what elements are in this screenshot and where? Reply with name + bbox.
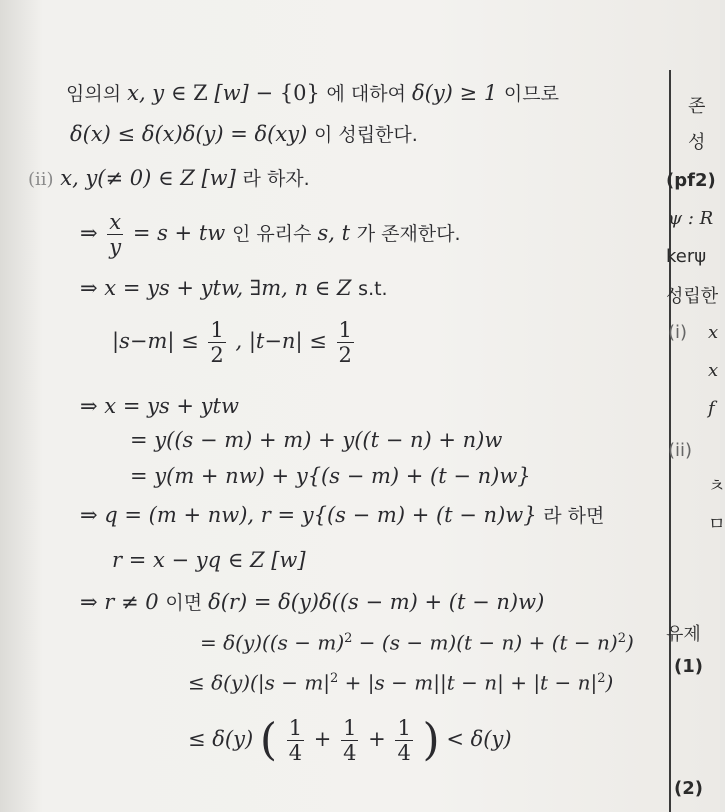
denominator: 2 bbox=[338, 343, 352, 368]
exponent: 2 bbox=[344, 631, 353, 646]
implies-arrow: ⇒ bbox=[80, 503, 98, 527]
text: 가 존재한다. bbox=[356, 223, 461, 246]
math: ≤ δ(y) bbox=[188, 727, 254, 752]
math: x bbox=[708, 360, 719, 381]
math: Z bbox=[193, 81, 215, 105]
proof-label: (pf2) bbox=[666, 170, 716, 191]
denominator: 4 bbox=[397, 741, 411, 766]
text: ㅁ bbox=[708, 514, 725, 535]
fraction bbox=[337, 318, 354, 367]
math: + |s − m||t − n| + |t − n| bbox=[338, 670, 598, 695]
line-10 bbox=[80, 505, 604, 526]
fraction bbox=[287, 716, 304, 765]
math: δ(y) ≥ 1 bbox=[411, 81, 498, 105]
math: ψ : R bbox=[668, 208, 714, 229]
math: x, y bbox=[127, 81, 165, 105]
line-6 bbox=[112, 318, 357, 367]
line-12 bbox=[80, 592, 544, 613]
math: = y(m + nw) + y{(s − m) + (t − n)w} bbox=[130, 464, 531, 488]
line-4 bbox=[80, 210, 461, 259]
text: 임의의 bbox=[66, 83, 128, 105]
line-7 bbox=[80, 396, 239, 417]
line-15: ≤ δ(y) ( $\frac{1}{4}$ + $\frac{1}{4}$ + $\frac{1}{4}$ ) < δ(y) bbox=[188, 714, 512, 766]
math: ∈ bbox=[170, 81, 187, 105]
math: |s−m| ≤ bbox=[112, 329, 199, 354]
line-13 bbox=[200, 632, 634, 653]
denominator: 4 bbox=[343, 741, 357, 766]
line-1 bbox=[66, 83, 559, 104]
math: r ≠ 0 bbox=[104, 590, 159, 614]
implies-arrow: ⇒ bbox=[80, 221, 98, 246]
text: 라 하자. bbox=[242, 168, 310, 190]
line-9 bbox=[130, 466, 531, 487]
math: ) bbox=[605, 670, 614, 695]
math: s, t bbox=[317, 221, 351, 246]
item-number: (2) bbox=[674, 778, 703, 799]
math: − {0} bbox=[255, 81, 320, 105]
text: 라 하면 bbox=[543, 505, 605, 527]
numerator: x bbox=[109, 210, 122, 234]
math: q = (m + nw), r = y{(s − m) + (t − n)w} bbox=[104, 503, 537, 527]
text: s.t. bbox=[358, 278, 388, 300]
math: < δ(y) bbox=[446, 727, 512, 752]
case-label: (i) bbox=[668, 322, 688, 343]
line-2 bbox=[70, 124, 418, 145]
math: x = ys + ytw, ∃m, n ∈ Z bbox=[104, 276, 352, 300]
math: − (s − m)(t − n) + (t − n) bbox=[352, 630, 618, 655]
fraction bbox=[107, 210, 123, 259]
math: x bbox=[708, 322, 719, 343]
numerator: 1 bbox=[397, 716, 411, 740]
text: ㅊ bbox=[708, 476, 725, 497]
case-label: (ii) bbox=[28, 169, 54, 190]
plus: + bbox=[368, 727, 386, 752]
plus: + bbox=[313, 727, 332, 752]
denominator: 2 bbox=[210, 343, 224, 368]
math: δ(x) ≤ δ(x)δ(y) = δ(xy) bbox=[70, 122, 308, 146]
math: = δ(y)((s − m) bbox=[200, 630, 345, 655]
line-3 bbox=[28, 168, 310, 189]
numerator: 1 bbox=[343, 716, 357, 740]
case-label: (ii) bbox=[668, 440, 693, 461]
math: [w] bbox=[214, 81, 249, 105]
text: 이므로 bbox=[503, 83, 559, 105]
denominator: 4 bbox=[288, 741, 303, 766]
implies-arrow: ⇒ bbox=[80, 590, 98, 614]
numerator: 1 bbox=[288, 716, 303, 740]
text: 이 성립한다. bbox=[313, 124, 418, 146]
math: kerψ bbox=[666, 246, 707, 267]
line-8 bbox=[130, 430, 502, 451]
right-column bbox=[662, 0, 725, 812]
line-14 bbox=[188, 672, 613, 693]
item-number: (1) bbox=[674, 656, 703, 677]
math: , |t−n| ≤ bbox=[235, 329, 327, 354]
exponent: 2 bbox=[330, 671, 339, 686]
math: x, y(≠ 0) ∈ Z [w] bbox=[60, 166, 236, 190]
text: 에 대하여 bbox=[326, 83, 412, 105]
math: = y((s − m) + m) + y((t − n) + n)w bbox=[130, 428, 503, 452]
line-11 bbox=[112, 550, 306, 571]
fraction bbox=[341, 716, 358, 765]
numerator: 1 bbox=[338, 318, 352, 342]
math: = s + tw bbox=[132, 221, 226, 246]
numerator: 1 bbox=[210, 318, 224, 342]
exercise-label: 유제 bbox=[666, 624, 701, 645]
implies-arrow: ⇒ bbox=[80, 394, 98, 418]
text: 이면 bbox=[165, 592, 209, 614]
denominator: y bbox=[109, 235, 122, 260]
text: 성 bbox=[688, 132, 706, 153]
fraction bbox=[208, 318, 225, 367]
text: 성립한 bbox=[666, 286, 719, 307]
math: x = ys + ytw bbox=[104, 394, 239, 418]
fraction bbox=[395, 716, 412, 765]
exponent: 2 bbox=[597, 671, 606, 686]
text: 인 유리수 bbox=[231, 223, 318, 246]
math: ) bbox=[625, 630, 634, 655]
exponent: 2 bbox=[617, 631, 626, 646]
math: r = x − yq ∈ Z [w] bbox=[112, 548, 306, 572]
text: 존 bbox=[688, 96, 706, 117]
line-5 bbox=[80, 278, 388, 299]
math: ≤ δ(y)(|s − m| bbox=[188, 670, 331, 695]
math: f bbox=[708, 398, 715, 419]
implies-arrow: ⇒ bbox=[80, 276, 98, 300]
math: δ(r) = δ(y)δ((s − m) + (t − n)w) bbox=[208, 590, 545, 614]
